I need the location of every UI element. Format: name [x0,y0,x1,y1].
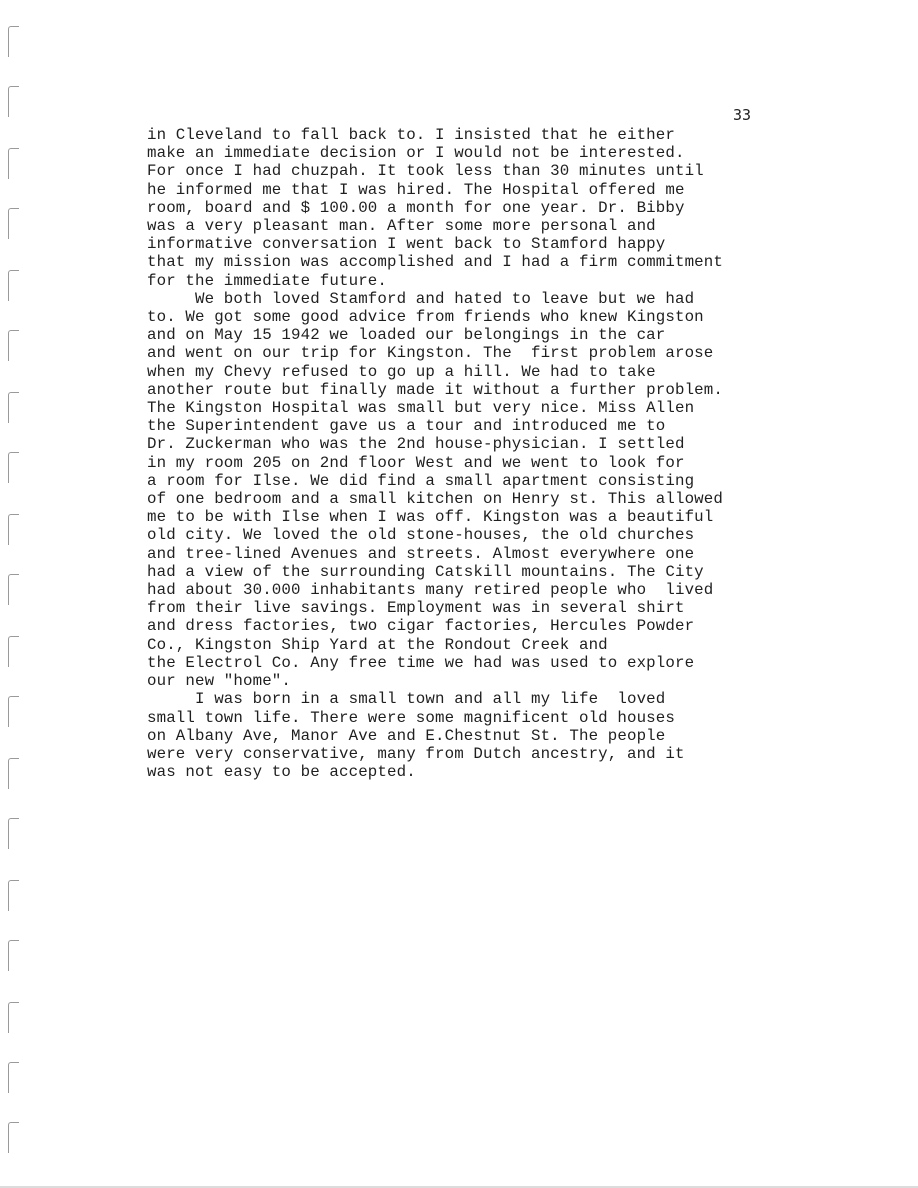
binder-hole-mark [8,392,19,423]
text-line: Co., Kingston Ship Yard at the Rondout Creek and [147,635,608,654]
page-number: 33 [733,106,752,124]
binder-hole-mark [8,880,19,911]
text-line: small town life. There were some magnificent old houses [147,708,675,727]
text-line: for the immediate future. [147,271,387,290]
text-line: make an immediate decision or I would not be interested. [147,144,685,163]
text-line: was a very pleasant man. After some more personal and [147,217,656,236]
text-line: on Albany Ave, Manor Ave and E.Chestnut St. The people [147,726,666,745]
text-line: The Kingston Hospital was small but very nice. Miss Allen [147,399,695,418]
binder-hole-mark [8,26,19,57]
text-line: of one bedroom and a small kitchen on Henry st. This allowed [147,490,723,509]
binder-hole-mark [8,514,19,545]
text-line: to. We got some good advice from friends who knew Kingston [147,308,704,327]
binder-hole-mark [8,1002,19,1033]
text-line: were very conservative, many from Dutch ancestry, and it [147,744,685,763]
text-line: I was born in a small town and all my life loved [147,690,666,709]
text-line: that my mission was accomplished and I had a firm commitment [147,253,723,272]
text-line: We both loved Stamford and hated to leave but we had [147,289,695,308]
text-line: For once I had chuzpah. It took less than 30 minutes until [147,162,704,181]
binder-hole-mark [8,1122,19,1153]
binder-hole-mark [8,758,19,789]
text-line: when my Chevy refused to go up a hill. We had to take [147,362,656,381]
binder-hole-mark [8,330,19,361]
binder-hole-mark [8,818,19,849]
binder-hole-marks [0,0,30,1188]
binder-hole-mark [8,86,19,117]
binder-hole-mark [8,636,19,667]
text-line: the Electrol Co. Any free time we had was used to explore [147,653,695,672]
text-line: another route but finally made it without a further problem. [147,380,723,399]
binder-hole-mark [8,148,19,179]
binder-hole-mark [8,452,19,483]
text-line: and on May 15 1942 we loaded our belongings in the car [147,326,666,345]
binder-hole-mark [8,940,19,971]
body-text [147,126,807,781]
text-line: and went on our trip for Kingston. The first problem arose [147,344,714,363]
binder-hole-mark [8,574,19,605]
text-line: a room for Ilse. We did find a small apartment consisting [147,471,695,490]
text-line: informative conversation I went back to Stamford happy [147,235,666,254]
text-line: room, board and $ 100.00 a month for one year. Dr. Bibby [147,198,685,217]
text-line: and dress factories, two cigar factories, Hercules Powder [147,617,695,636]
text-line: me to be with Ilse when I was off. Kingston was a beautiful [147,508,714,527]
text-line: and tree-lined Avenues and streets. Almost everywhere one [147,544,695,563]
binder-hole-mark [8,270,19,301]
text-line: Dr. Zuckerman who was the 2nd house-physician. I settled [147,435,685,454]
binder-hole-mark [8,208,19,239]
binder-hole-mark [8,696,19,727]
text-line: in Cleveland to fall back to. I insisted that he either [147,126,675,144]
text-line: in my room 205 on 2nd floor West and we went to look for [147,453,685,472]
text-line: old city. We loved the old stone-houses, the old churches [147,526,695,545]
text-line: the Superintendent gave us a tour and introduced me to [147,417,666,436]
binder-hole-mark [8,1062,19,1093]
text-line: was not easy to be accepted. [147,763,416,782]
text-line: had about 30.000 inhabitants many retired people who lived [147,581,714,600]
text-line: from their live savings. Employment was in several shirt [147,599,685,618]
text-line: our new "home". [147,672,291,691]
text-line: had a view of the surrounding Catskill mountains. The City [147,562,704,581]
text-line: he informed me that I was hired. The Hospital offered me [147,180,685,199]
